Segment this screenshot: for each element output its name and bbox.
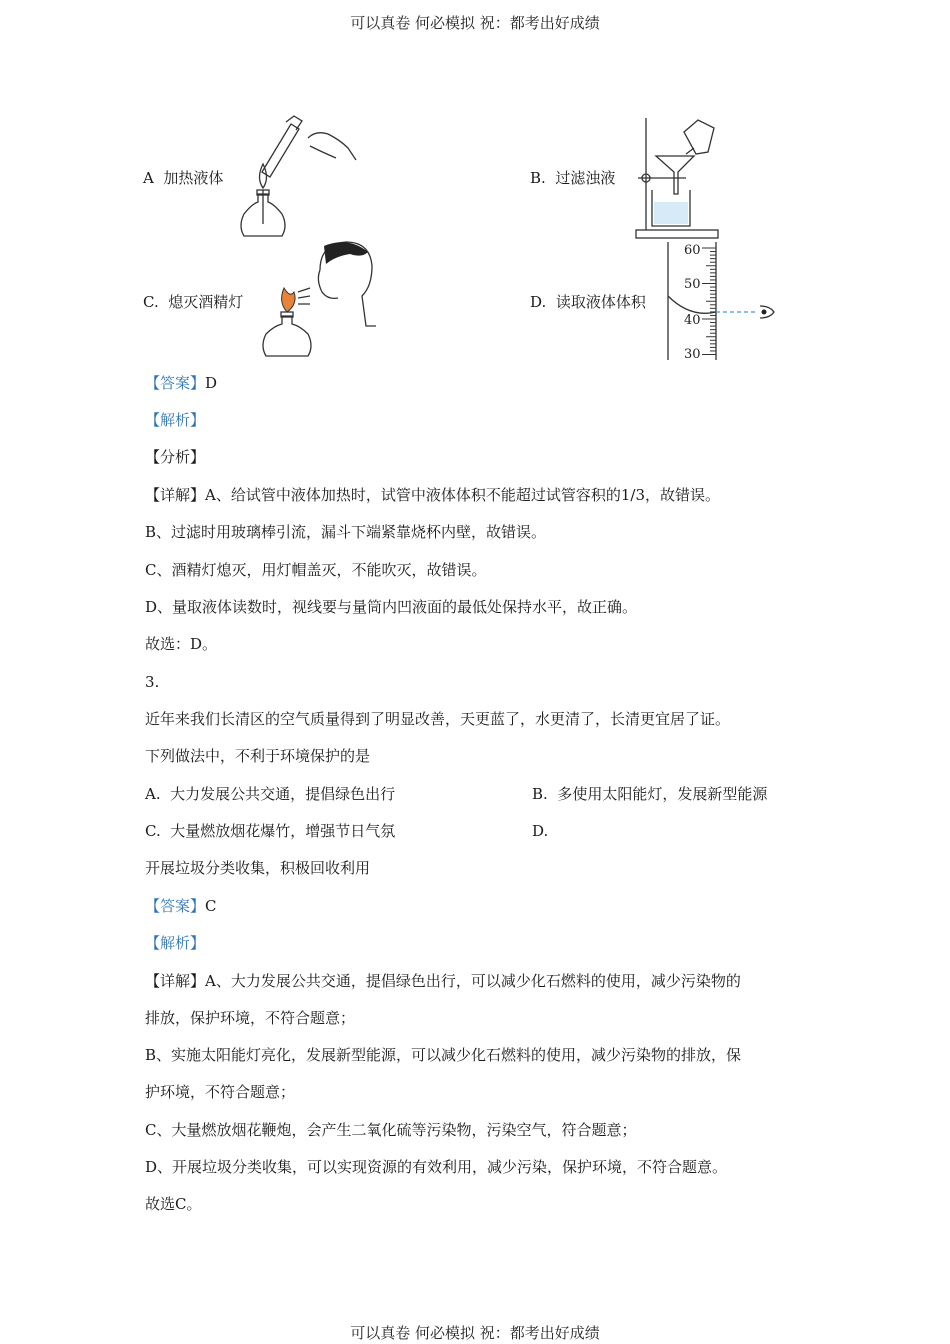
q2-detail-line-1: B、过滤时用玻璃棒引流，漏斗下端紧靠烧杯内壁，故错误。 <box>145 523 547 541</box>
q3-option-a <box>145 784 395 804</box>
q2-conclusion: 故选：D。 <box>145 635 218 653</box>
page-header: 可以真卷 何必模拟 祝：都考出好成绩 <box>350 14 600 32</box>
q3-answer-label: 【答案】 <box>145 897 206 915</box>
q3-option-c <box>145 821 395 841</box>
answer-value: D <box>205 374 218 392</box>
q3-option-b <box>532 784 767 804</box>
q3-option-a-text: 大力发展公共交通，提倡绿色出行 <box>170 785 396 803</box>
q3-detail-line-4: C、大量燃放烟花鞭炮，会产生二氧化硫等污染物，污染空气，符合题意； <box>145 1121 637 1139</box>
q3-detail-label: 【详解】 <box>145 972 206 990</box>
option-a <box>143 168 223 188</box>
filtration-figure <box>628 114 728 242</box>
q3-stem-line-0: 近年来我们长清区的空气质量得到了明显改善，天更蓝了，水更清了，长清更宜居了证。 <box>145 710 731 728</box>
q3-detail-text: A、大力发展公共交通，提倡绿色出行，可以减少化石燃料的使用，减少污染物的 <box>205 972 741 990</box>
tick-label-60: 60 <box>684 243 701 258</box>
option-d <box>530 292 646 312</box>
cylinder-reading-figure <box>660 240 780 364</box>
q3-option-d-text: 开展垃圾分类收集，积极回收利用 <box>145 859 371 877</box>
q3-option-b-letter: B. <box>532 785 548 803</box>
q3-detail-line-3: 护环境，不符合题意； <box>145 1083 296 1101</box>
option-b-label: 过滤浊液 <box>555 169 616 187</box>
q3-number: 3. <box>145 673 160 691</box>
detail-label: 【详解】 <box>145 486 206 504</box>
q3-answer <box>145 896 217 916</box>
q3-detail-line-2: B、实施太阳能灯亮化，发展新型能源，可以减少化石燃料的使用，减少污染物的排放，保 <box>145 1046 742 1064</box>
q2-fenxi-label: 【分析】 <box>145 448 206 466</box>
q3-analysis-label: 【解析】 <box>145 934 206 952</box>
q2-answer <box>145 373 217 393</box>
q2-detail-line-2: C、酒精灯熄灭，用灯帽盖灭，不能吹灭，故错误。 <box>145 561 487 579</box>
option-d-label: 读取液体体积 <box>555 293 646 311</box>
q3-detail-line-0 <box>145 971 741 991</box>
q3-option-a-letter: A. <box>145 785 161 803</box>
option-a-label: 加热液体 <box>163 169 224 187</box>
q2-detail-line-3: D、量取液体读数时，视线要与量筒内凹液面的最低处保持水平，故正确。 <box>145 598 638 616</box>
q3-detail-line-5: D、开展垃圾分类收集，可以实现资源的有效利用，减少污染，保护环境，不符合题意。 <box>145 1158 728 1176</box>
q3-option-b-text: 多使用太阳能灯，发展新型能源 <box>557 785 768 803</box>
q3-detail-line-1: 排放，保护环境，不符合题意； <box>145 1009 356 1027</box>
q3-option-c-text: 大量燃放烟花爆竹，增强节日气氛 <box>170 822 396 840</box>
page-footer: 可以真卷 何必模拟 祝：都考出好成绩 <box>350 1324 600 1342</box>
option-c <box>143 292 243 312</box>
option-b-letter: B. <box>530 169 546 187</box>
blowing-lamp-figure <box>258 240 383 360</box>
option-a-letter: A <box>143 169 154 187</box>
detail-text: A、给试管中液体加热时，试管中液体体积不能超过试管容积的1/3，故错误。 <box>205 486 720 504</box>
q3-conclusion: 故选C。 <box>145 1195 202 1213</box>
option-b <box>530 168 615 188</box>
tick-label-50: 50 <box>684 277 701 292</box>
q3-option-c-letter: C. <box>145 822 161 840</box>
option-c-letter: C. <box>143 293 159 311</box>
heating-liquid-figure <box>236 112 361 242</box>
q2-detail-line-0 <box>145 485 720 505</box>
tick-label-30: 30 <box>684 347 701 362</box>
cylinder-ticks <box>702 248 716 355</box>
tick-label-40: 40 <box>684 313 701 328</box>
option-c-label: 熄灭酒精灯 <box>168 293 244 311</box>
q2-analysis-label: 【解析】 <box>145 411 206 429</box>
option-d-letter: D. <box>530 293 547 311</box>
q3-answer-value: C <box>205 897 217 915</box>
answer-label: 【答案】 <box>145 374 206 392</box>
q3-option-d-letter: D. <box>532 822 549 840</box>
q3-stem-line-1: 下列做法中，不利于环境保护的是 <box>145 747 371 765</box>
